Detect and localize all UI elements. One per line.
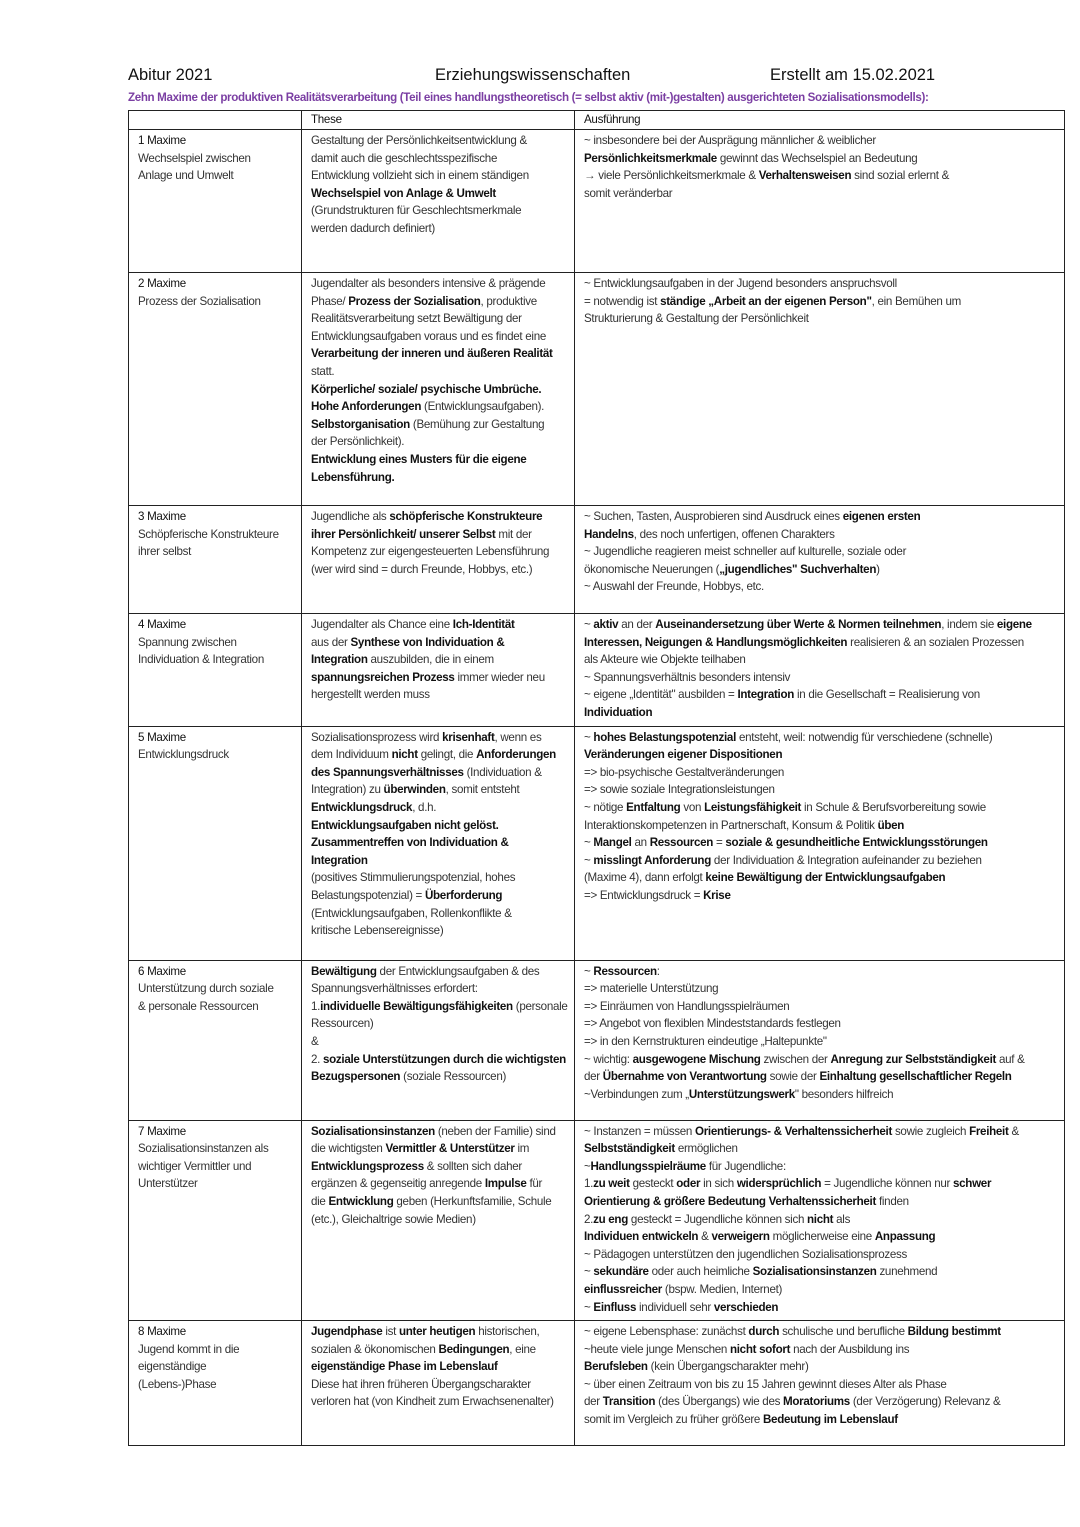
text: (kein Übergangscharakter mehr) [650, 1360, 809, 1374]
text: verloren hat (von Kindheit zum Erwachsenenalter) [311, 1395, 554, 1409]
text: gesteckt [632, 1177, 674, 1191]
text-bold: Synthese von Individuation & [350, 635, 505, 649]
text: Kompetenz zur eigengesteuerten Lebensführung [311, 545, 550, 559]
text: (etc.), Gleichaltrige sowie Medien) [311, 1212, 476, 1226]
text-bold: misslingt Anforderung [593, 853, 711, 867]
ausfuehrung-cell [575, 1120, 1065, 1321]
text: => Entwicklungsdruck = [584, 888, 701, 902]
text-bold: Moratoriums [783, 1395, 850, 1409]
text: der Individuation & Integration aufeinander zu beziehen [713, 853, 982, 867]
text: => Angebot von flexiblen Mindeststandards festlegen [584, 1017, 841, 1031]
text-bold: Körperliche/ soziale/ psychische Umbrüche. [311, 382, 542, 396]
text: , d.h. [412, 800, 437, 814]
text: , somit entsteht [445, 783, 520, 797]
text-bold: Individuen entwickeln [584, 1230, 699, 1244]
text-bold: ständige „Arbeit an der eigenen Person" [660, 294, 872, 308]
text: ~ Jugendliche reagieren meist schneller auf kulturelle, soziale oder [584, 545, 907, 559]
text: ~ Auswahl der Freunde, Hobbys, etc. [584, 580, 764, 594]
maxime-name: Spannung zwischen [138, 635, 237, 649]
text-bold: Unterstützungswerk [688, 1087, 795, 1101]
text: ~ Entwicklungsaufgaben in der Jugend besonders anspruchsvoll [584, 277, 897, 290]
maxime-name: (Lebens-)Phase [138, 1377, 217, 1391]
text: die wichtigsten [311, 1142, 383, 1156]
text-bold: ihrer Persönlichkeit/ unserer Selbst [311, 527, 496, 541]
text-bold: Interessen, Neigungen & Handlungsmöglichkeiten [584, 635, 848, 649]
text: Spannungsverhältnisses erfordert: [311, 982, 478, 996]
text: ~ [584, 1159, 591, 1173]
text-bold: Bedingungen [438, 1342, 510, 1356]
maxime-name: Entwicklungsdruck [138, 748, 229, 762]
text: , eine [509, 1342, 536, 1356]
maxime-name: Individuation & Integration [138, 653, 264, 667]
text: Strukturierung & Gestaltung der Persönlichkeit [584, 312, 809, 326]
text-bold: keine Bewältigung der Entwicklungsaufgaben [705, 871, 946, 885]
text: ~ insbesondere bei der Ausprägung männlicher & weiblicher [584, 134, 876, 147]
text-bold: Einhaltung gesellschaftlicher Regeln [819, 1070, 1012, 1084]
text: von [683, 800, 702, 814]
text-bold: nicht sofort [729, 1342, 791, 1356]
text: entsteht, weil: notwendig für verschiedene (schnelle) [738, 730, 993, 744]
text: individuell sehr [639, 1300, 711, 1314]
text: gesteckt = Jugendliche können sich [630, 1212, 805, 1226]
text: an [634, 836, 647, 850]
text-bold: überwinden [383, 783, 446, 797]
text: für [529, 1177, 543, 1191]
text: der Persönlichkeit). [311, 435, 405, 449]
text-bold: schöpferische Konstrukteure [389, 510, 543, 523]
table-header-row [129, 111, 1065, 130]
text: & [1011, 1124, 1019, 1138]
text: sozialen & ökonomischen [311, 1342, 436, 1356]
text: (Entwicklungsaufgaben). [424, 400, 545, 414]
text: => in den Kernstrukturen eindeutige „Haltepunkte" [584, 1034, 827, 1048]
text-bold: krisenhaft [442, 730, 495, 744]
text-bold: Transition [602, 1395, 656, 1409]
ausfuehrung-cell [575, 614, 1065, 727]
text: finden [878, 1194, 909, 1208]
text: historischen, [478, 1325, 540, 1339]
text: Belastungspotenzial) = [311, 888, 423, 902]
text-bold: Freiheit [969, 1124, 1009, 1138]
text: ökonomische Neuerungen ( [584, 562, 720, 576]
text: ~ [584, 1300, 591, 1314]
text: ~ [584, 964, 591, 978]
text: => materielle Unterstützung [584, 982, 719, 996]
text: sind sozial erlernt & [854, 169, 950, 183]
maxime-cell [129, 273, 302, 506]
maxime-table [128, 110, 1065, 1446]
text: gelingt, die [420, 748, 474, 762]
text: zwischen der [763, 1052, 828, 1066]
maxime-name: eigenständige [138, 1360, 207, 1374]
maxime-name: Unterstützung durch soziale [138, 982, 274, 996]
text: statt. [311, 364, 335, 378]
text: ~ Suchen, Tasten, Ausprobieren sind Ausdruck eines [584, 510, 840, 523]
text: (Entwicklungsaufgaben, Rollenkonflikte & [311, 906, 512, 920]
text-bold: Anforderungen [476, 748, 556, 762]
text: ~ [584, 618, 591, 631]
text-bold: Bezugspersonen [311, 1070, 401, 1084]
text-bold: Überforderung [424, 888, 503, 902]
these-cell [302, 506, 575, 614]
text-bold: widersprüchlich [736, 1177, 822, 1191]
text: somit veränderbar [584, 186, 673, 200]
text-bold: Persönlichkeitsmerkmale [584, 151, 717, 165]
text: ~ Instanzen = müssen [584, 1124, 693, 1138]
text-bold: des Spannungsverhältnisses [311, 765, 464, 779]
text: zunehmend [879, 1265, 938, 1279]
text: somit im Vergleich zu früher größere [584, 1413, 761, 1427]
text-bold: Veränderungen eigener Dispositionen [584, 748, 783, 762]
text: 1. [584, 1177, 594, 1191]
subtitle: Zehn Maxime der produktiven Realitätsverarbeitung (Teil eines handlungstheoretisch (= selbst aktiv (mit-)gestalten) ausgerichteten Sozialisationsmodells): [128, 91, 929, 104]
ausfuehrung-cell [575, 960, 1065, 1120]
text: Diese hat ihren früheren Übergangscharakter [311, 1377, 531, 1391]
text-bold: unter heutigen [398, 1325, 476, 1339]
maxime-cell [129, 506, 302, 614]
text-bold: Individuation [584, 705, 653, 719]
text: auf & [998, 1052, 1025, 1066]
text: (Bemühung zur Gestaltung [412, 417, 545, 431]
text: ist [385, 1325, 397, 1339]
ausfuehrung-cell [575, 1321, 1065, 1446]
text-bold: zu weit [593, 1177, 630, 1191]
text: ~ [584, 853, 591, 867]
text-bold: Entwicklungsprozess [311, 1159, 424, 1173]
text-bold: Wechselspiel von Anlage & Umwelt [311, 186, 496, 200]
text: für Jugendliche: [708, 1159, 786, 1173]
maxime-cell [129, 614, 302, 727]
text: ~ [584, 836, 591, 850]
text: ~ [584, 1265, 591, 1279]
text: ~ Spannungsverhältnis besonders intensiv [584, 670, 791, 684]
text-bold: hohes Belastungspotenzial [593, 730, 737, 744]
text-bold: eigenständige Phase im Lebenslauf [311, 1360, 498, 1374]
ausfuehrung-cell [575, 130, 1065, 273]
text: der Entwicklungsaufgaben & des [379, 964, 540, 978]
header-center: Erziehungswissenschaften [435, 66, 631, 84]
text: 2. [311, 1052, 321, 1066]
text: => sowie soziale Integrationsleistungen [584, 783, 775, 797]
text: Interaktionskompetenzen in Partnerschaft, Konsum & Politik [584, 818, 875, 832]
text-bold: schwer [953, 1177, 992, 1191]
text-bold: Impulse [484, 1177, 527, 1191]
text-bold: Sozialisationsinstanzen [752, 1265, 877, 1279]
text: , des noch unfertigen, offenen Charakters [633, 527, 835, 541]
text-bold: Entwicklungsaufgaben nicht gelöst. [311, 818, 499, 832]
text: (personale [515, 999, 568, 1013]
text-bold: Selbstorganisation [311, 417, 410, 431]
text-bold: einflussreicher [584, 1282, 662, 1296]
maxime-name: & personale Ressourcen [138, 999, 259, 1013]
text-bold: Handelns [584, 527, 634, 541]
text: ~ Pädagogen unterstützen den jugendlichen Sozialisationsprozess [584, 1247, 908, 1261]
text: ~ eigene „Identität" ausbilden = [584, 688, 735, 702]
text: realisieren & an sozialen Prozessen [850, 635, 1024, 649]
text-bold: nicht [807, 1212, 834, 1226]
text: = notwendig ist [584, 294, 658, 308]
these-cell [302, 130, 575, 273]
text-bold: Entwicklung eines Musters für die eigene [311, 452, 527, 466]
text: (neben der Familie) sind [437, 1124, 556, 1138]
text-bold: Vermittler & Unterstützer [385, 1142, 515, 1156]
text: in Schule & Berufsvorbereitung sowie [804, 800, 986, 814]
text: die [311, 1194, 326, 1208]
header-cell-empty [129, 111, 302, 130]
text: Jugendalter als besonders intensive & prägende [311, 277, 546, 290]
text-bold: Anregung zur Selbstständigkeit [830, 1052, 997, 1066]
text: ~Verbindungen zum „ [584, 1087, 689, 1101]
text: , wenn es [494, 730, 542, 744]
text: (soziale Ressourcen) [403, 1070, 507, 1084]
text-bold: Ich-Identität [452, 618, 515, 631]
maxime-title: 1 Maxime [138, 134, 186, 147]
text: hergestellt werden muss [311, 688, 430, 702]
text: (positives Stimmulierungspotenzial, hohes [311, 871, 516, 885]
text: => Einräumen von Handlungsspielräumen [584, 999, 790, 1013]
text-bold: soziale Unterstützungen durch die wichtigsten [323, 1052, 566, 1066]
these-cell [302, 1321, 575, 1446]
these-cell [302, 960, 575, 1120]
text: Entwicklungsaufgaben voraus und es findet eine [311, 329, 546, 343]
text-bold: Selbstständigkeit [584, 1142, 675, 1156]
text-bold: Leistungsfähigkeit [704, 800, 802, 814]
maxime-cell [129, 1321, 302, 1446]
table-row [129, 273, 1065, 506]
these-cell [302, 726, 575, 960]
text: & [701, 1230, 709, 1244]
text: ~ über einen Zeitraum von bis zu 15 Jahren gewinnt dieses Alter als Phase [584, 1377, 947, 1391]
text: Jugendliche als [311, 510, 387, 523]
text-bold: Orientierung & größere Bedeutung Verhaltenssicherheit [584, 1194, 877, 1208]
maxime-title: 8 Maxime [138, 1325, 186, 1339]
text-bold: Bewältigung [311, 964, 377, 978]
text: Jugendalter als Chance eine [311, 618, 450, 631]
these-cell [302, 1120, 575, 1321]
maxime-cell [129, 726, 302, 960]
text: " besonders hilfreich [794, 1087, 894, 1101]
header-cell-these: These [302, 111, 575, 130]
text: der [584, 1395, 600, 1409]
text: Realitätsverarbeitung setzt Bewältigung der [311, 312, 522, 326]
maxime-title: 2 Maxime [138, 277, 186, 290]
text: 2. [584, 1212, 594, 1226]
maxime-title: 5 Maxime [138, 730, 186, 744]
text: 1. [311, 999, 321, 1013]
text: = Jugendliche können nur [824, 1177, 951, 1191]
maxime-cell [129, 960, 302, 1120]
text: der [584, 1070, 600, 1084]
text-bold: oder [676, 1177, 701, 1191]
text: , ein Bemühen um [871, 294, 961, 308]
text: möglicherweise eine [772, 1230, 872, 1244]
maxime-name: Jugend kommt in die [138, 1342, 240, 1356]
maxime-title: 6 Maxime [138, 964, 186, 978]
maxime-name: wichtiger Vermittler und [138, 1159, 252, 1173]
text: (des Übergangs) wie des [658, 1395, 781, 1409]
text: ) [876, 562, 880, 576]
maxime-name: Unterstützer [138, 1177, 198, 1191]
text-bold: Integration [737, 688, 795, 702]
text: sowie der [769, 1070, 817, 1084]
maxime-name: Sozialisationsinstanzen als [138, 1142, 269, 1156]
text: auszubilden, die in einem [370, 653, 494, 667]
text-bold: Orientierungs- & Verhaltenssicherheit [695, 1124, 893, 1138]
text-bold: zu eng [593, 1212, 628, 1226]
text-bold: Integration [311, 653, 368, 667]
text-bold: Entfaltung [626, 800, 681, 814]
maxime-cell [129, 130, 302, 273]
text: & [311, 1034, 319, 1048]
maxime-name: Wechselspiel zwischen [138, 151, 251, 165]
header-cell-ausfuehrung: Ausführung [575, 111, 1065, 130]
maxime-cell [129, 1120, 302, 1321]
text-bold: Verarbeitung der inneren und äußeren Realität [311, 347, 553, 361]
text-bold: Bedeutung im Lebenslauf [762, 1413, 898, 1427]
table-row [129, 130, 1065, 273]
text: kritische Lebensereignisse) [311, 924, 444, 938]
text-bold: Zusammentreffen von Individuation & Integration [311, 836, 509, 867]
maxime-title: 3 Maxime [138, 510, 186, 523]
text-bold: Ressourcen [593, 964, 657, 978]
text: mit der [498, 527, 532, 541]
page-header [128, 66, 950, 88]
table-row [129, 614, 1065, 727]
text-bold: durch [748, 1325, 780, 1339]
text: sowie zugleich [894, 1124, 967, 1138]
text: in sich [703, 1177, 734, 1191]
text-bold: Sozialisationsinstanzen [311, 1124, 435, 1138]
text: , produktive [480, 294, 537, 308]
text-bold: Bildung bestimmt [907, 1325, 1001, 1339]
text-bold: individuelle Bewältigungsfähigkeiten [320, 999, 513, 1013]
text: im [517, 1142, 530, 1156]
text: (der Verzögerung) Relevanz & [852, 1395, 1001, 1409]
text-bold: ausgewogene Mischung [632, 1052, 761, 1066]
text-bold: Berufsleben [584, 1360, 648, 1374]
text-bold: Handlungsspielräume [590, 1159, 706, 1173]
text: Integration) zu [311, 783, 381, 797]
text-bold: Verhaltensweisen [758, 169, 852, 183]
text-bold: Mangel [593, 836, 632, 850]
maxime-name: ihrer selbst [138, 545, 192, 559]
text: (wer wird sind = durch Freunde, Hobbys, etc.) [311, 562, 533, 576]
text-bold: Anpassung [874, 1230, 936, 1244]
text: = [715, 836, 723, 850]
text-bold: Krise [703, 888, 731, 902]
ausfuehrung-cell [575, 726, 1065, 960]
text-bold: spannungsreichen Prozess [311, 670, 455, 684]
text-bold: Hohe Anforderungen [311, 400, 422, 414]
text: , indem sie [941, 618, 994, 631]
text: schulische und berufliche [782, 1325, 905, 1339]
text-bold: üben [877, 818, 905, 832]
text-bold: „jugendliches" Suchverhalten [719, 562, 877, 576]
text: ~heute viele junge Menschen [584, 1342, 728, 1356]
table-row [129, 506, 1065, 614]
header-right: Erstellt am 15.02.2021 [770, 66, 936, 84]
maxime-name: Prozess der Sozialisation [138, 294, 261, 308]
text: gewinnt das Wechselspiel an Bedeutung [719, 151, 918, 165]
text-bold: sekundäre [593, 1265, 649, 1279]
text: ~ [584, 730, 591, 744]
text: als Akteure wie Objekte teilhaben [584, 653, 746, 667]
text: ergänzen & gegenseitig anregende [311, 1177, 482, 1191]
text: => bio-psychische Gestaltveränderungen [584, 765, 784, 779]
text-bold: verschieden [713, 1300, 779, 1314]
maxime-name: Anlage und Umwelt [138, 169, 234, 183]
text: Sozialisationsprozess wird [311, 730, 440, 744]
text-bold: soziale & gesundheitliche Entwicklungsstörungen [725, 836, 988, 850]
header-left: Abitur 2021 [128, 66, 213, 84]
text-bold: verweigern [711, 1230, 770, 1244]
text-bold: Jugendphase [311, 1325, 383, 1339]
text: → viele Persönlichkeitsmerkmale & [584, 169, 756, 183]
text: in die Gesellschaft = Realisierung von [796, 688, 980, 702]
table-row [129, 1120, 1065, 1321]
text: (Grundstrukturen für Geschlechtsmerkmale [311, 204, 522, 218]
ausfuehrung-cell [575, 273, 1065, 506]
text-bold: Prozess der Sozialisation [348, 294, 481, 308]
text: an der [621, 618, 653, 631]
text-bold: Entwicklung [328, 1194, 394, 1208]
text: als [836, 1212, 851, 1226]
text: Gestaltung der Persönlichkeitsentwicklung & [311, 134, 527, 147]
text: aus der [311, 635, 348, 649]
table-row [129, 960, 1065, 1120]
text: dem Individuum [311, 748, 389, 762]
text-bold: Ressourcen [649, 836, 714, 850]
these-cell [302, 273, 575, 506]
maxime-title: 7 Maxime [138, 1124, 186, 1138]
text-bold: Auseinandersetzung über Werte & Normen teilnehmen [655, 618, 942, 631]
text: Entwicklung vollzieht sich in einem ständigen [311, 169, 529, 183]
text-bold: Einfluss [593, 1300, 637, 1314]
text-bold: Entwicklungsdruck [311, 800, 413, 814]
text: Ressourcen) [311, 1017, 374, 1031]
text: (Individuation & [466, 765, 542, 779]
maxime-title: 4 Maxime [138, 618, 186, 631]
text: : [656, 964, 660, 978]
text: ~ nötige [584, 800, 624, 814]
table-row [129, 1321, 1065, 1446]
text: nach der Ausbildung ins [793, 1342, 910, 1356]
text: werden dadurch definiert) [311, 221, 435, 235]
text-bold: eigenen ersten [842, 510, 921, 523]
text: & sollten sich daher [426, 1159, 522, 1173]
text: ~ wichtig: [584, 1052, 630, 1066]
text: damit auch die geschlechtsspezifische [311, 151, 498, 165]
text-bold: nicht [391, 748, 418, 762]
text: ~ eigene Lebensphase: zunächst [584, 1325, 746, 1339]
ausfuehrung-cell [575, 506, 1065, 614]
table-row [129, 726, 1065, 960]
text: Phase/ [311, 294, 346, 308]
text-bold: Übernahme von Verantwortung [602, 1070, 767, 1084]
text: ermöglichen [677, 1142, 738, 1156]
maxime-name: Schöpferische Konstrukteure [138, 527, 279, 541]
text: (bspw. Medien, Internet) [664, 1282, 783, 1296]
text: immer wieder neu [457, 670, 545, 684]
text-bold: Lebensführung. [311, 470, 395, 484]
text: oder auch heimliche [651, 1265, 750, 1279]
text: geben (Herkunftsfamilie, Schule [396, 1194, 552, 1208]
text-bold: aktiv [593, 618, 619, 631]
these-cell [302, 614, 575, 727]
text: (Maxime 4), dann erfolgt [584, 871, 703, 885]
text-bold: eigene [996, 618, 1032, 631]
